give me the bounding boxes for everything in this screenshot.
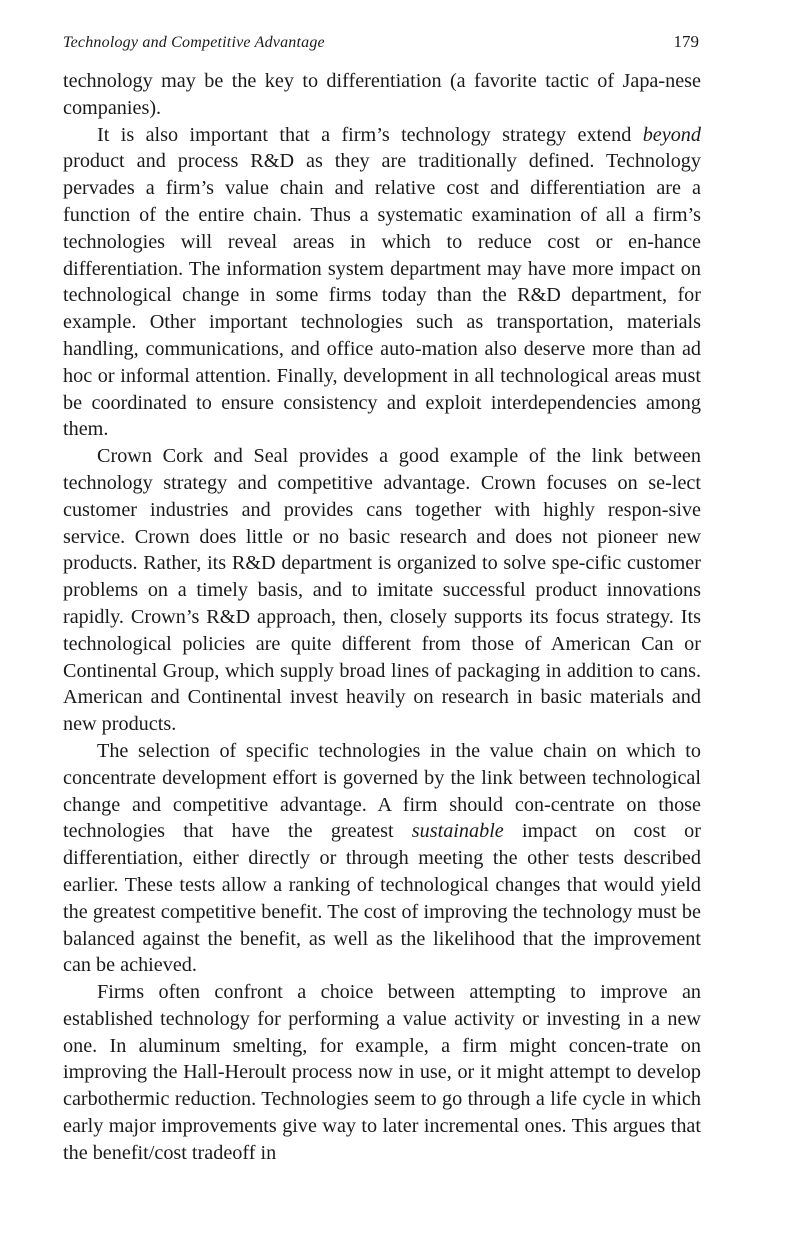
text-span: Firms often confront a choice between attempting to improve an established technology for performing a value activity or investing in a new one. In aluminum smelting, for example, a firm might concen-trate on improving the Hall-Heroult process now in use, or it might attempt to develop carbothermic reduction. Technologies seem to go through a life cycle in which early major improvements give way to later incremental ones. This argues that the benefit/cost tradeoff in [63,981,701,1164]
running-header [63,32,701,58]
body-text [63,68,701,1167]
paragraph-3 [63,443,701,738]
book-page [63,32,701,1167]
text-span: Crown Cork and Seal provides a good example of the link between technology strategy and competitive advantage. Crown focuses on se-lect customer industries and provides cans together with highly respon-sive service. Crown does little or no basic research and does not pioneer new products. Rather, its R&D department is organized to solve spe-cific customer problems on a timely basis, and to imitate successful product innovations rapidly. Crown’s R&D approach, then, closely supports its focus strategy. Its technological policies are quite different from those of American Can or Continental Group, which supply broad lines of packaging in addition to cans. American and Continental invest heavily on research in basic materials and new products. [63,445,701,736]
paragraph-1 [63,68,701,122]
paragraph-5 [63,979,701,1167]
italic-emphasis: beyond [642,123,701,146]
text-span: The selection of specific technologies in the value chain on which to concentrate development effort is governed by the link between technological change and competitive advantage. A firm should con-centrate on those technologies that have the greatest [63,739,701,843]
text-span: It is also important that a firm’s technology strategy extend [97,123,643,146]
text-span: product and process R&D as they are traditionally defined. Technology pervades a firm’s value chain and relative cost and differentiation are a function of the entire chain. Thus a systematic examination of all a firm’s technologies will reveal areas in which to reduce cost or en-hance differentiation. The information system department may have more impact on technological change in some firms today than the R&D department, for example. Other important technologies such as transportation, materials handling, communications, and office auto-mation also deserve more than ad hoc or informal attention. Finally, development in all technological areas must be coordinated to ensure consistency and exploit interdependencies among them. [63,150,701,441]
text-span: technology may be the key to differentiation (a favorite tactic of Japa-nese companies). [63,70,701,119]
page-number: 179 [673,32,699,51]
running-title: Technology and Competitive Advantage [63,34,325,51]
paragraph-2 [63,122,701,444]
paragraph-4 [63,738,701,979]
text-span: impact on cost or differentiation, either directly or through meeting the other tests described earlier. These tests allow a ranking of technological changes that would yield the greatest competitive benefit. The cost of improving the technology must be balanced against the benefit, as well as the likelihood that the improvement can be achieved. [63,820,701,977]
italic-emphasis: sustainable [411,820,504,843]
